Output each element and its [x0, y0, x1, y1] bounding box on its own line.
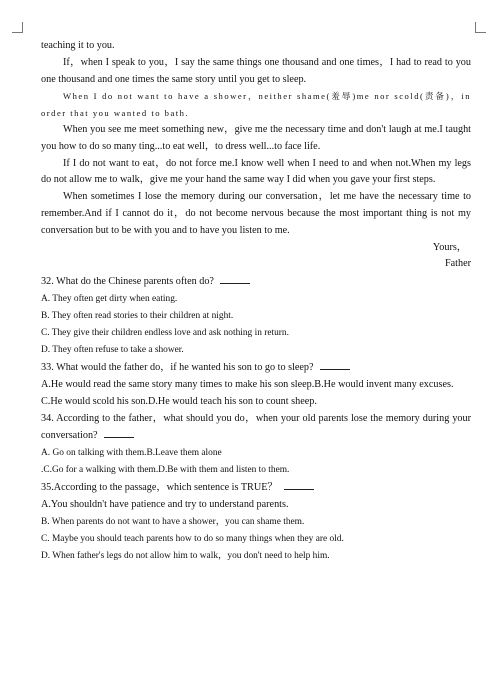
question-option: D. When father's legs do not allow him to walk，you don't need to help him.: [41, 550, 330, 561]
question-option: .C.Go for a walking with them.D.Be with them and listen to them.: [41, 465, 290, 476]
answer-blank: [104, 428, 134, 438]
question-option: A. Go on talking with them.B.Leave them alone: [41, 448, 222, 459]
crop-mark-right: [475, 22, 486, 33]
question-stem: 32. What do the Chinese parents often do?: [41, 276, 214, 288]
question-option: A.You shouldn't have patience and try to understand parents.: [41, 498, 289, 510]
question-stem: 35.According to the passage，which sentence is TRUE？: [41, 482, 278, 494]
question-option: A.He would read the same story many times to make his son sleep.B.He would invent many excuses.: [41, 378, 454, 390]
answer-blank: [220, 274, 250, 284]
answer-blank: [320, 360, 350, 370]
document-page: [41, 38, 471, 565]
question-option: C. They give their children endless love and ask nothing in return.: [41, 327, 289, 338]
paragraph: teaching it to you.: [41, 40, 115, 51]
letter-signature: Father: [444, 258, 471, 270]
question-35: [41, 480, 471, 565]
question-34: [41, 411, 471, 479]
question-option: A. They often get dirty when eating.: [41, 294, 178, 305]
paragraph: When you see me meet something new，give me the necessary time and don't laugh at me.I taught you how to do so many ting...to eat well，to dress well...to face life.: [41, 123, 471, 152]
question-option: D. They often refuse to take a shower.: [41, 344, 184, 355]
paragraph: When sometimes I lose the memory during our conversation，let me have the necessary time to remember.And if I cannot do it，do not become nervous because the most important thing is not my conversation but to be with you and to have you listen to me.: [41, 191, 471, 236]
question-option: B. They often read stories to their children at night.: [41, 310, 234, 321]
question-stem: 33. What would the father do，if he wanted his son to go to sleep?: [41, 361, 314, 373]
question-stem: 34. According to the father，what should you do，when your old parents lose the memory during your conversation?: [41, 413, 471, 442]
question-33: [41, 360, 471, 411]
question-option: C.He would scold his son.D.He would teach his son to count sheep.: [41, 395, 317, 407]
answer-blank: [284, 480, 314, 490]
question-option: C. Maybe you should teach parents how to do so many things when they are old.: [41, 533, 344, 544]
paragraph: If，when I speak to you，I say the same things one thousand and one times，I had to read to you one thousand and one times the same story until you get to sleep.: [41, 56, 471, 85]
question-option: B. When parents do not want to have a shower，you can shame them.: [41, 516, 305, 527]
question-32: [41, 274, 471, 359]
paragraph: If I do not want to eat，do not force me.I know well when I need to and when not.When my legs do not allow me to walk，give me your hand the same way I did when you gave your first steps.: [41, 157, 471, 186]
paragraph: When I do not want to have a shower，neither shame(羞辱)me nor scold(责备)，in order that you wanted to bath.: [41, 91, 471, 119]
crop-mark-left: [12, 22, 23, 33]
letter-closing: Yours，: [432, 241, 467, 253]
